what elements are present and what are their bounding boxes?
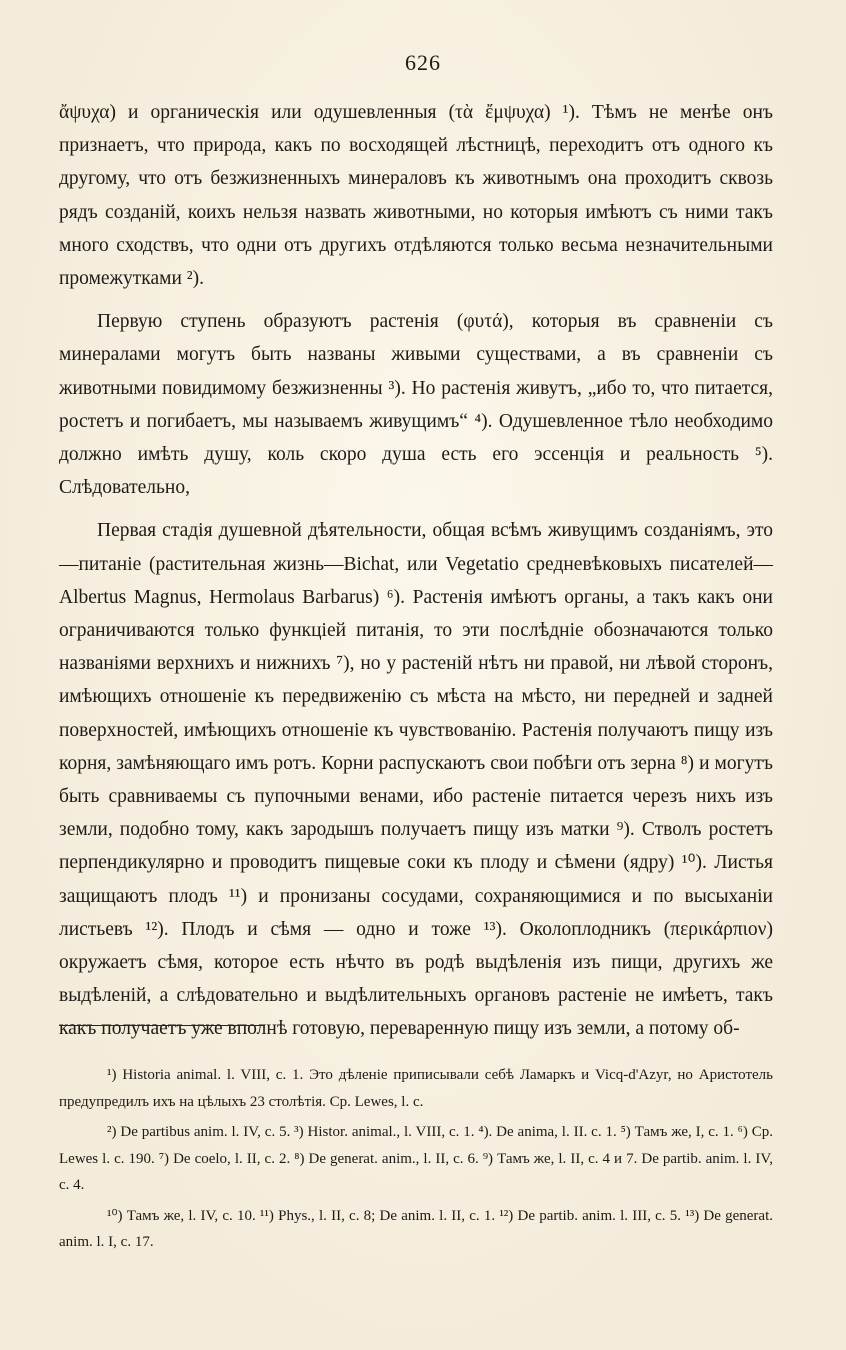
- paragraph: Первая стадiя душевной дѣятельности, общая всѣмъ живущимъ созданiямъ, это—питанiе (растительная жизнь—Bichat, или Vegetatio средневѣковыхъ писателей—Albertus Magnus, Hermolaus Barbarus) ⁶). Растенiя имѣютъ органы, а такъ какъ они ограничиваются только функцiей питанiя, то эти послѣднiе обозначаются только названiями верхнихъ и нижнихъ ⁷), но у растенiй нѣтъ ни правой, ни лѣвой сторонъ, имѣющихъ отношенiе къ передвиженiю съ мѣста на мѣсто, ни передней и задней поверхностей, имѣющихъ отношенiе къ чувствованiю. Растенiя получаютъ пищу изъ корня, замѣняющаго имъ ротъ. Корни распускаютъ свои побѣги отъ зерна ⁸) и могутъ быть сравниваемы съ пупочными венами, ибо растенiе питается черезъ нихъ изъ земли, подобно тому, какъ зародышъ получаетъ пищу изъ матки ⁹). Стволъ ростетъ перпендикулярно и проводитъ пищевые соки къ плоду и сѣмени (ядру) ¹⁰). Листья защищаютъ плодъ ¹¹) и пронизаны сосудами, сохраняющимися и по высыханiи листьевъ ¹²). Плодъ и сѣмя — одно и тоже ¹³). Околоплодникъ (περικάρπιον) окружаетъ сѣмя, которое есть нѣчто въ родѣ выдѣленiя изъ пищи, другихъ же выдѣленiй, а слѣдовательно и выдѣлительныхъ органовъ растенiе не имѣетъ, такъ какъ получаетъ уже вполнѣ готовую, переваренную пищу изъ земли, а потому об-: [59, 520, 773, 1040]
- paragraph: ἄψυχα) и органическiя или одушевленныя (τὰ ἔμψυχα) ¹). Тѣмъ не менѣе онъ признаетъ, что природа, какъ по восходящей лѣстницѣ, переходитъ отъ одного къ другому, что отъ безжизненныхъ минераловъ къ животнымъ она проходитъ сквозь рядъ созданiй, коихъ нельзя назвать животными, но которыя имѣютъ съ ними такъ много сходствъ, что одни отъ другихъ отдѣляются только весьма незначительными промежутками ²).: [59, 102, 773, 290]
- page-number: 626: [405, 50, 441, 75]
- footnote: ¹⁰) Тамъ же, l. IV, c. 10. ¹¹) Phys., l. II, c. 8; De anim. l. II, c. 1. ¹²) De partib. anim. l. III, c. 5. ¹³) De generat. anim. l. I, c. 17.: [59, 1207, 773, 1250]
- footnote-divider: [59, 1025, 265, 1026]
- footnote: ²) De partibus anim. l. IV, c. 5. ³) Histor. animal., l. VIII, c. 1. ⁴). De anima, l. II. c. 1. ⁵) Тамъ же, I, c. 1. ⁶) Ср. Lewes l. c. 190. ⁷) De coelo, l. II, c. 2. ⁸) De generat. anim., l. II, c. 6. ⁹) Тамъ же, l. II, c. 4 и 7. De partib. anim. l. IV, c. 4.: [59, 1124, 773, 1193]
- main-text: [59, 96, 773, 1046]
- paragraph: Первую ступень образуютъ растенiя (φυτά), которыя въ сравненiи съ минералами могутъ быть названы живыми существами, а въ сравненiи съ животными повидимому безжизненны ³). Но растенiя живутъ, „ибо то, что питается, ростетъ и погибаетъ, мы называемъ живущимъ“ ⁴). Одушевленное тѣло необходимо должно имѣть душу, коль скоро душа есть его эссенцiя и реальность ⁵). Слѣдовательно,: [59, 311, 773, 499]
- footnotes: [59, 1062, 773, 1256]
- footnote: ¹) Historia animal. l. VIII, c. 1. Это дѣленiе приписывали себѣ Ламаркъ и Vicq-d'Azyr, но Аристотель предупредилъ ихъ на цѣлыхъ 23 столѣтiя. Ср. Lewes, l. c.: [59, 1067, 773, 1110]
